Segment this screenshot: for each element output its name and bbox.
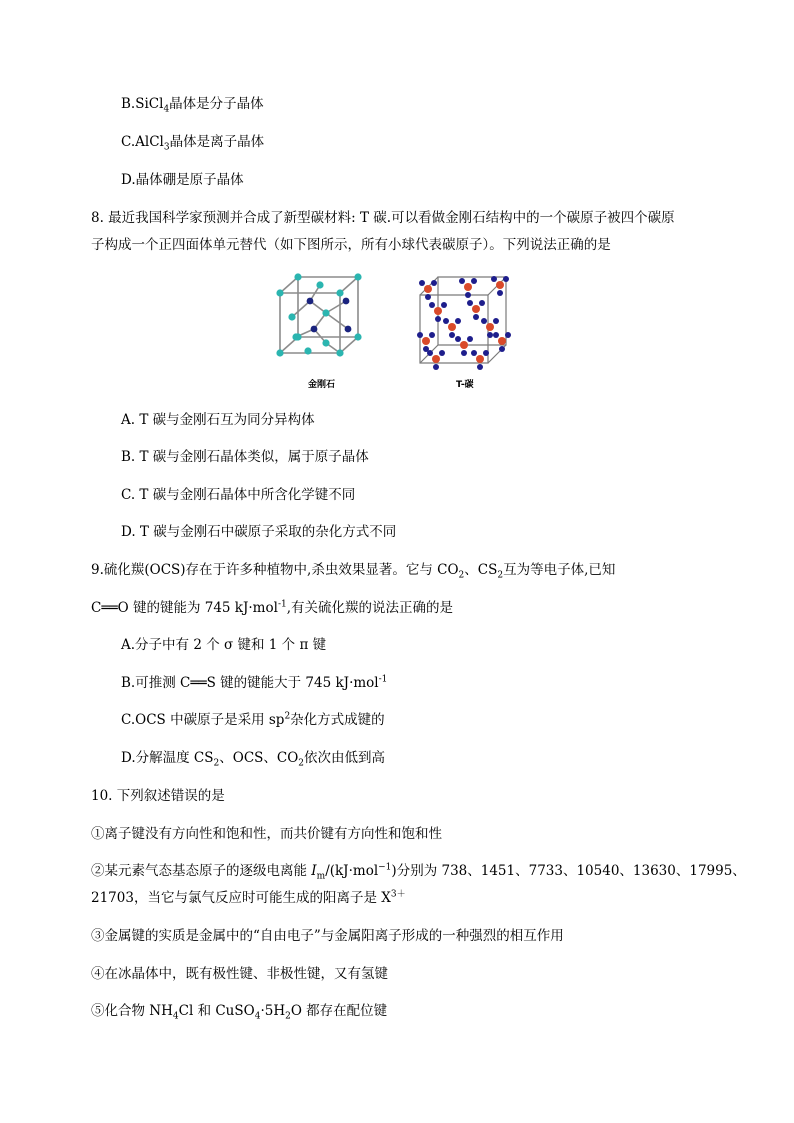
- q10-statement-4: ④在冰晶体中，既有极性键、非极性键，又有氢键: [91, 966, 388, 982]
- diamond-caption: 金刚石: [308, 380, 336, 390]
- t-carbon-atoms: [417, 276, 511, 370]
- q8-stem-line1: 8. 最近我国科学家预测并合成了新型碳材料: T 碳.可以看做金刚石结构中的一个碳原子被四个碳原: [91, 210, 675, 226]
- q9-stem-line2: C══O 键的键能为 745 kJ·mol$^{-1}$,有关硫化羰的说法正确的是: [91, 599, 454, 616]
- q8-option-a: A. T 碳与金刚石互为同分异构体: [121, 412, 315, 428]
- q7-option-d: D.晶体硼是原子晶体: [121, 172, 244, 188]
- q10-statement-2-line2: 21703，当它与氯气反应时可能生成的阳离子是 $X^{3+}$: [91, 889, 406, 906]
- q9-option-c: C.OCS 中碳原子是采用 $sp^2$杂化方式成键的: [121, 711, 385, 728]
- q7-option-c: C.AlCl$_3$晶体是离子晶体: [121, 134, 265, 153]
- q8-option-b: B. T 碳与金刚石晶体类似，属于原子晶体: [121, 449, 369, 465]
- q10-statement-1: ①离子键没有方向性和饱和性，而共价键有方向性和饱和性: [91, 826, 442, 842]
- q9-stem-line1: 9.硫化羰(OCS)存在于许多种植物中,杀虫效果显著。它与 $CO_2$、$CS_2$互为等电子体,已知: [91, 562, 616, 581]
- t-carbon-lattice: [420, 277, 506, 363]
- q9-option-a: A.分子中有 2 个 σ 键和 1 个 π 键: [121, 637, 327, 653]
- q10-stem: 10. 下列叙述错误的是: [91, 788, 225, 804]
- t-carbon-caption: T-碳: [456, 380, 474, 390]
- q10-statement-2-line1: ②某元素气态基态原子的逐级电离能 $I_m/(kJ\cdot mol^{-1})$分别为 738、1451、7733、10540、13630、17995、: [91, 862, 746, 882]
- q10-statement-5: ⑤化合物 $NH_4Cl$ 和 $CuSO_4\cdot 5H_2O$ 都存在配位键: [91, 1003, 388, 1022]
- q8-option-d: D. T 碳与金刚石中碳原子采取的杂化方式不同: [121, 524, 397, 540]
- q7-option-b: B.SiCl$_4$晶体是分子晶体: [121, 96, 264, 115]
- q8-stem-line2: 子构成一个正四面体单元替代（如下图所示，所有小球代表碳原子）。下列说法正确的是: [91, 237, 611, 253]
- q8-option-c: C. T 碳与金刚石晶体中所含化学键不同: [121, 487, 356, 503]
- q9-option-d: D.分解温度 $CS_2$、OCS、$CO_2$依次由低到高: [121, 750, 386, 769]
- crystal-structures-image: [268, 271, 528, 391]
- q8-figure: [268, 271, 528, 391]
- q9-option-b: B.可推测 C══S 键的键能大于 745 kJ·mol$^{-1}$: [121, 674, 388, 691]
- q10-statement-3: ③金属键的实质是金属中的“自由电子”与金属阳离子形成的一种强烈的相互作用: [91, 928, 564, 944]
